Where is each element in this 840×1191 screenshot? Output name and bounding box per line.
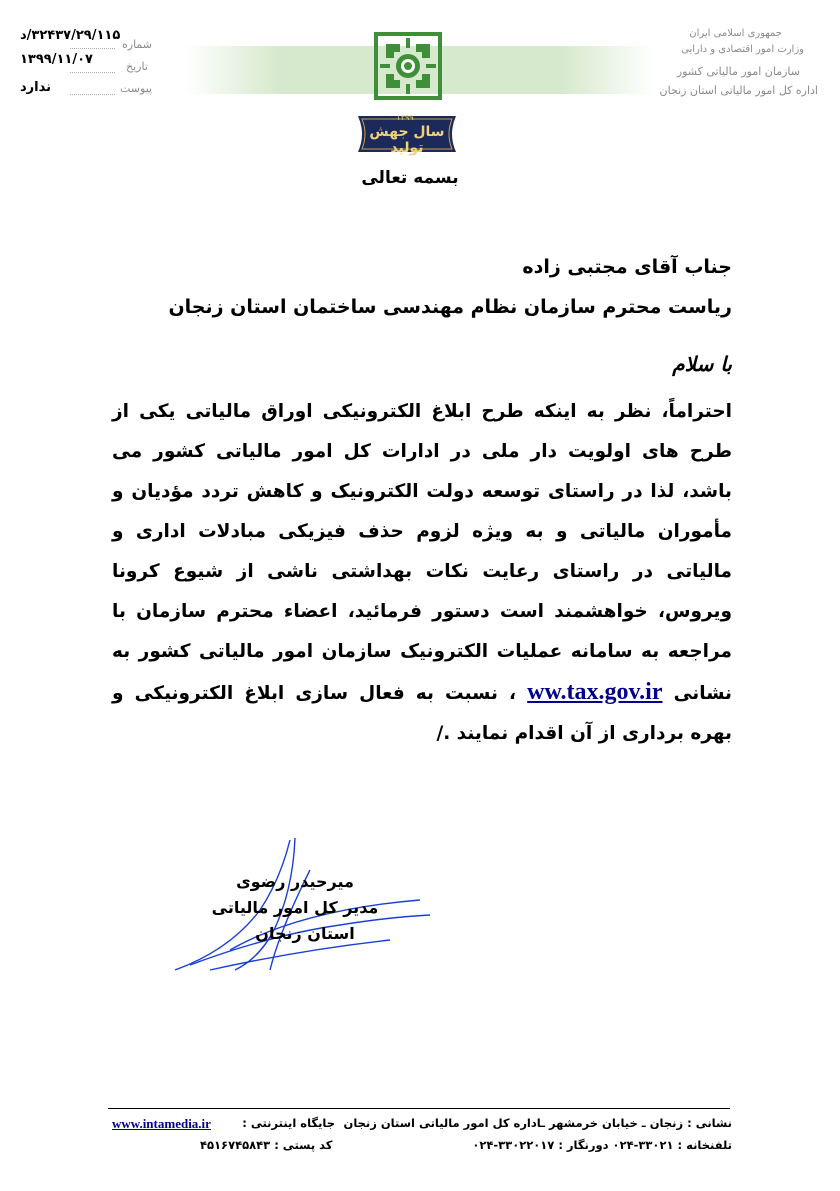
letter-number: ۳۲۴۳۷/۲۹/۱۱۵/د	[20, 28, 121, 43]
recipient-name: جناب آقای مجتبی زاده	[522, 256, 732, 278]
letter-body	[112, 392, 732, 754]
footer-website-link[interactable]: www.intamedia.ir	[112, 1116, 211, 1131]
signatory-position: مدیر کل امور مالیاتی	[211, 898, 379, 917]
body-text-2: ، نسبت به فعال سازی ابلاغ الکترونیکی و بهره برداری از آن اقدام نمایند ./	[112, 683, 732, 744]
tax-organization-emblem	[372, 30, 444, 102]
recipient-title: ریاست محترم سازمان نظام مهندسی ساختمان استان زنجان	[168, 296, 732, 318]
footer-postal: کد پستی : ۴۵۱۶۷۴۵۸۴۳	[200, 1138, 333, 1152]
attachment-value: ندارد	[20, 80, 52, 95]
signatory-name: میرحیدر رضوی	[236, 872, 354, 891]
label-date: تاریخ	[126, 60, 148, 73]
body-text-1: احتراماً، نظر به اینکه طرح ابلاغ الکترونیکی اوراق مالیاتی یکی از طرح های اولویت دار ملی در ادارات کل امور مالیاتی کشور می باشد، لذا در راستای توسعه دولت الکترونیک و کاهش تردد مؤدیان و مأموران مالیاتی و به ویژه لزوم حذف فیزیکی مبادلات اداری و مالیاتی در راستای رعایت نکات بهداشتی ناشی از شیوع کرونا ویروس، خواهشمند است دستور فرمائید، اعضاء محترم سازمان با مراجعه به سامانه عملیات الکترونیک سازمان امور مالیاتی کشور به نشانی	[112, 401, 732, 704]
gov-line-1: جمهوری اسلامی ایران	[689, 28, 782, 39]
footer-website-label: جایگاه اینترنتی :	[242, 1116, 335, 1130]
tax-website-link[interactable]: ww.tax.gov.ir	[527, 679, 663, 705]
footer-address: نشانی : زنجان ـ خیابان خرمشهر ـاداره کل امور مالیاتی استان زنجان	[343, 1116, 732, 1130]
slogan-year: ۱۳۹۹	[396, 113, 414, 122]
label-number: شماره	[122, 38, 153, 51]
date-dots	[70, 72, 115, 73]
gov-line-3: سازمان امور مالیاتی کشور	[676, 65, 800, 78]
footer-phone: تلفنخانه : ۳۳۰۲۱-۰۲۴ دورنگار : ۳۳۰۲۲۰۱۷-۰۲۴	[472, 1138, 732, 1152]
letter-date: ۱۳۹۹/۱۱/۰۷	[20, 52, 93, 67]
slogan-text: سال جهش تولید	[369, 124, 445, 156]
bismillah: بسمه تعالی	[361, 168, 459, 188]
greeting: با سلام	[672, 352, 732, 376]
label-attachment: پیوست	[120, 82, 153, 95]
footer-divider	[108, 1108, 730, 1109]
gov-line-2: وزارت امور اقتصادی و دارایی	[681, 44, 804, 55]
gov-line-4: اداره کل امور مالیاتی استان زنجان	[659, 84, 818, 97]
attachment-dots	[70, 94, 115, 95]
signatory-province: استان زنجان	[255, 924, 355, 943]
number-dots	[70, 48, 115, 49]
